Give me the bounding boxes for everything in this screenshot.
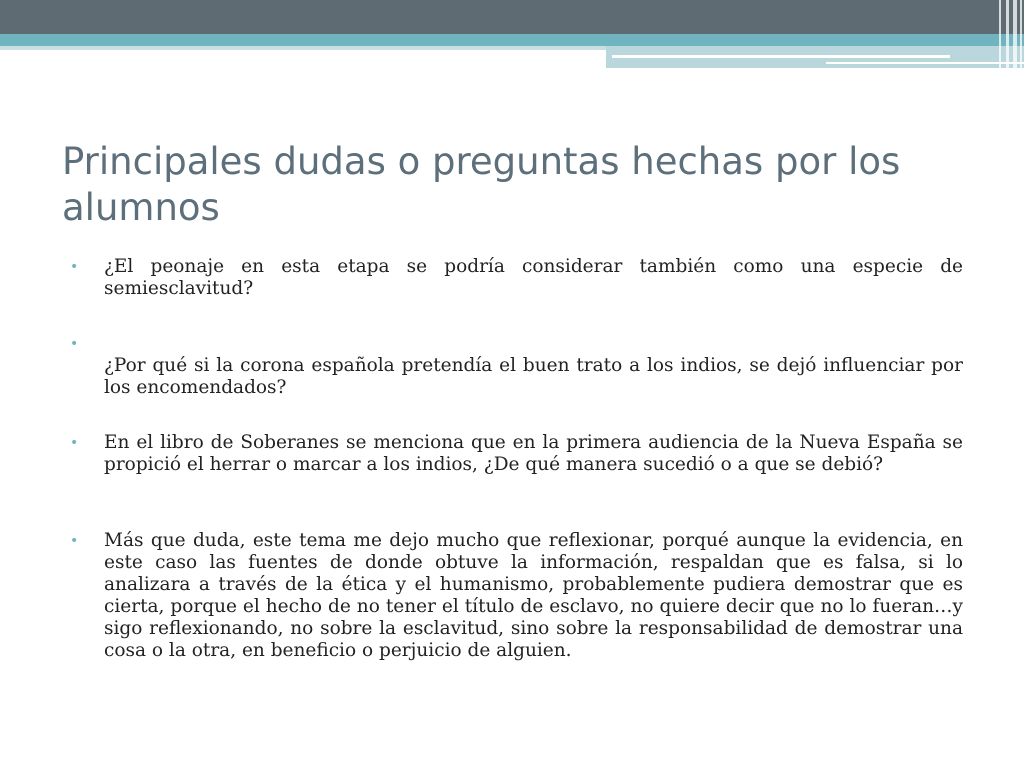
header-stripe [999,0,1001,68]
bullet-text: Más que duda, este tema me dejo mucho que reflexionar, porqué aunque la evidencia, en este caso las fuentes de donde obtuve la información, respaldan que es falsa, si lo analizara a través de la ética y el humanismo, probablemente pudiera demostrar que es cierta, porque el hecho de no tener el título de esclavo, no quiere decir que no lo fueran…y sigo reflexionando, no sobre la esclavitud, sino sobre la responsabilidad de demostrar una cosa o la otra, en beneficio o perjuicio de alguien. [104,530,963,661]
list-item [70,256,963,300]
bullet-list [70,256,963,662]
header-stripes [992,0,1024,68]
list-item [70,432,963,476]
bullet-text: En el libro de Soberanes se menciona que en la primera audiencia de la Nueva España se propició el herrar o marcar a los indios, ¿De qué manera sucedió o a que se debió? [104,432,963,475]
header-stripe [1013,0,1017,68]
bullet-icon: • [70,435,79,451]
bullet-text: ¿El peonaje en esta etapa se podría considerar también como una especie de semiesclavitud? [104,256,963,299]
bullet-icon: • [70,336,79,352]
header-stripe [1006,0,1009,68]
header-accent-line [612,55,950,58]
list-item [70,333,963,399]
header-teal-bar [0,34,1024,46]
header-dark-bar [0,0,1024,34]
bullet-icon: • [70,259,79,275]
header-light-bar-left [0,46,606,50]
bullet-text: ¿Por qué si la corona española pretendía el buen trato a los indios, se dejó influenciar por los encomendados? [104,355,963,398]
list-item [70,530,963,662]
header-stripe [1020,0,1022,68]
slide-title: Principales dudas o preguntas hechas por los alumnos [62,140,901,229]
bullet-icon: • [70,533,79,549]
